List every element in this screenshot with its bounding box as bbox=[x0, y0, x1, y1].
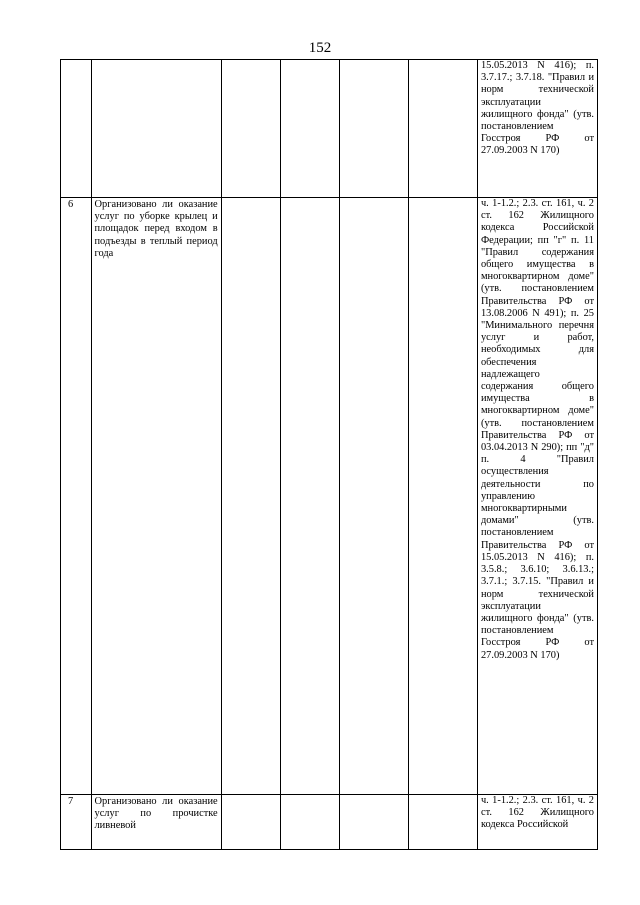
legal-reference-text: 15.05.2013 N 416); п. 3.7.17.; 3.7.18. "Правил и норм технической эксплуатации жилищного фонда" (утв. постановлением Госстроя РФ от 27.09.2003 N 170) bbox=[480, 60, 594, 157]
empty-cell bbox=[339, 795, 408, 850]
empty-cell bbox=[280, 795, 339, 850]
empty-cell bbox=[280, 198, 339, 795]
legal-reference-text: ч. 1-1.2.; 2.3. ст. 161, ч. 2 ст. 162 Жилищного кодекса Российской Федерации; пп "г" п. 11 "Правил содержания общего имущества в многоквартирном доме" (утв. постановлением Правительства РФ от 13.08.2006 N 491); п. 25 "Минимального перечня услуг и работ, необходимых для обеспечения надлежащего содержания общего имущества в многоквартирном доме" (утв. постановлением Правительства РФ от 03.04.2013 N 290); пп "д" п. 4 "Правил осуществления деятельности по управлению многоквартирными домами" (утв. постановлением Правительства РФ от 15.05.2013 N 416); п. 3.5.8.; 3.6.10; 3.6.13.; 3.7.1.; 3.7.15. "Правил и норм технической эксплуатации жилищного фонда" (утв. постановлением Госстроя РФ от 27.09.2003 N 170) bbox=[480, 198, 594, 661]
row-number bbox=[61, 60, 91, 61]
empty-cell bbox=[221, 198, 280, 795]
question-cell bbox=[91, 795, 221, 850]
empty-cell bbox=[408, 198, 477, 795]
reference-cell bbox=[477, 198, 597, 795]
row-number-cell bbox=[61, 60, 92, 198]
empty-cell bbox=[280, 60, 339, 198]
reference-cell bbox=[477, 60, 597, 198]
empty-cell bbox=[408, 795, 477, 850]
reference-cell bbox=[477, 795, 597, 850]
empty-cell bbox=[408, 60, 477, 198]
table-row bbox=[61, 795, 598, 850]
question-text: Организовано ли оказание услуг по уборке крылец и площадок перед входом в подъезды в теплый период года bbox=[94, 199, 218, 259]
empty-cell bbox=[339, 198, 408, 795]
question-text bbox=[92, 60, 221, 61]
inspection-table bbox=[60, 59, 598, 850]
page-number: 152 bbox=[308, 40, 332, 56]
question-cell bbox=[91, 60, 221, 198]
empty-cell bbox=[339, 60, 408, 198]
table-row bbox=[61, 198, 598, 795]
question-cell bbox=[91, 198, 221, 795]
empty-cell bbox=[221, 795, 280, 850]
legal-reference-text: ч. 1-1.2.; 2.3. ст. 161, ч. 2 ст. 162 Жилищного кодекса Российской bbox=[480, 795, 594, 831]
table-row bbox=[61, 60, 598, 198]
question-text: Организовано ли оказание услуг по прочистке ливневой bbox=[94, 796, 218, 832]
row-number: 7 bbox=[68, 796, 74, 807]
row-number-cell bbox=[61, 198, 92, 795]
row-number: 6 bbox=[68, 199, 74, 210]
row-number-cell bbox=[61, 795, 92, 850]
empty-cell bbox=[221, 60, 280, 198]
